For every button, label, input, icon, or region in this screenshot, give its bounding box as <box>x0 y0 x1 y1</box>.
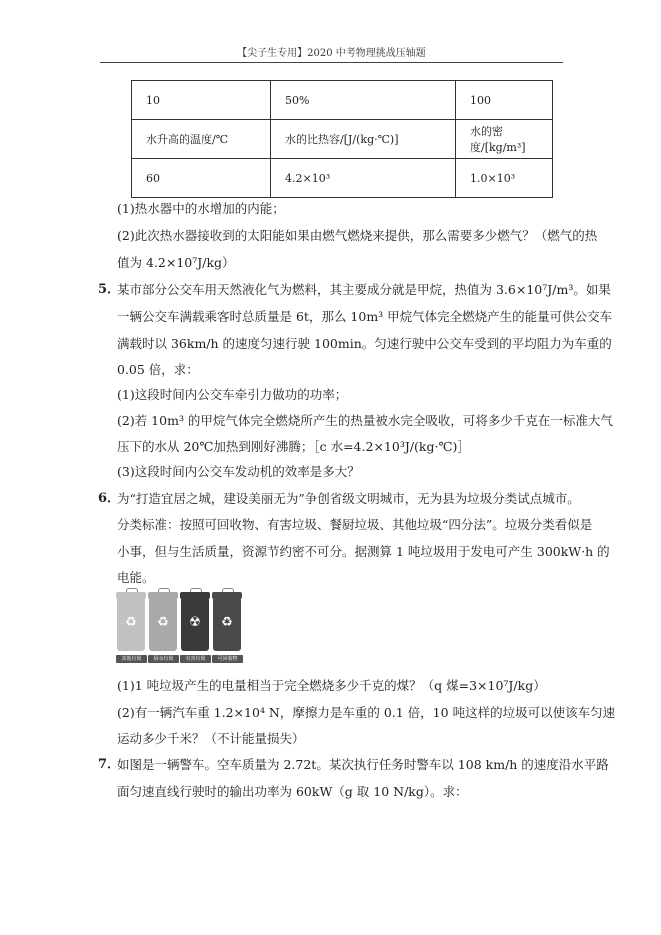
radiation-icon: ☢ <box>189 615 201 630</box>
q5-line3: 满载时以 36km/h 的速度匀速行驶 100min。匀速行驶中公交车受到的平均阻力为车重的 <box>117 336 612 351</box>
bin-label: 有害垃圾 <box>180 655 211 663</box>
bin-label: 其他垃圾 <box>116 655 147 663</box>
q5-line1: 某市部分公交车用天然液化气为燃料，其主要成分就是甲烷，热值为 3.6×10⁷J/m³。如果 <box>117 282 611 297</box>
trash-bin-other <box>117 597 145 651</box>
q5-number: 5． <box>98 282 121 297</box>
q6-line3: 小事，但与生活质量，资源节约密不可分。据测算 1 吨垃圾用于发电可产生 300kW·h 的 <box>117 544 610 559</box>
table-cell: 水的密度/[kg/m³] <box>456 120 553 159</box>
q4-part2-line1: (2)此次热水器接收到的太阳能如果由燃气燃烧来提供，那么需要多少燃气？（燃气的热 <box>117 228 598 243</box>
table-cell: 100 <box>456 81 553 120</box>
recycle-icon: ♻ <box>157 615 169 630</box>
table-row <box>132 120 553 159</box>
bin-lid <box>212 592 242 599</box>
table-cell: 水的比热容/[J/(kg·℃)] <box>271 120 456 159</box>
q6-line2: 分类标准：按照可回收物、有害垃圾、餐厨垃圾、其他垃圾“四分法”。垃圾分类看似是 <box>117 517 593 532</box>
q6-part2-line2: 运动多少千米？（不计能量损失） <box>117 731 305 746</box>
q6-line1: 为“打造宜居之城，建设美丽无为”争创省级文明城市，无为县为垃圾分类试点城市。 <box>117 491 580 506</box>
q5-part1: (1)这段时间内公交车牵引力做功的功率； <box>117 387 348 402</box>
table-cell: 4.2×10³ <box>271 159 456 198</box>
q7-line1: 如图是一辆警车。空车质量为 2.72t。某次执行任务时警车以 108 km/h 的速度沿水平路 <box>117 757 609 772</box>
table-cell: 50% <box>271 81 456 120</box>
table-cell: 60 <box>132 159 271 198</box>
q6-part1: (1)1 吨垃圾产生的电量相当于完全燃烧多少千克的煤？（q 煤=3×10⁷J/kg） <box>117 678 546 693</box>
q7-line2: 面匀速直线行驶时的输出功率为 60kW（g 取 10 N/kg）。求： <box>117 784 468 799</box>
recycle-icon: ♻ <box>221 615 233 630</box>
q5-line2: 一辆公交车满载乘客时总质量是 6t，那么 10m³ 甲烷气体完全燃烧产生的能量可供公交车 <box>117 309 613 324</box>
bin-lid <box>116 592 146 599</box>
table-row <box>132 159 553 198</box>
q4-part2-line2: 值为 4.2×10⁷J/kg） <box>117 255 235 270</box>
trash-bins-image <box>114 589 247 665</box>
trash-bin-hazardous <box>181 597 209 651</box>
trash-bin-recyclable <box>213 597 241 651</box>
trash-bin-kitchen <box>149 597 177 651</box>
q6-number: 6． <box>98 491 121 506</box>
bin-lid <box>180 592 210 599</box>
q5-part2-line2: 压下的水从 20℃加热到刚好沸腾；［c 水=4.2×10³J/(kg·℃)］ <box>117 439 470 454</box>
table-cell: 1.0×10³ <box>456 159 553 198</box>
bin-label: 厨余垃圾 <box>148 655 179 663</box>
table-cell: 水升高的温度/℃ <box>132 120 271 159</box>
table-cell: 10 <box>132 81 271 120</box>
q4-part1: (1)热水器中的水增加的内能； <box>117 201 285 216</box>
q5-part2-line1: (2)若 10m³ 的甲烷气体完全燃烧所产生的热量被水完全吸收，可将多少千克在一标准大气 <box>117 413 613 428</box>
bin-lid <box>148 592 178 599</box>
q6-part2-line1: (2)有一辆汽车重 1.2×10⁴ N，摩擦力是车重的 0.1 倍，10 吨这样的垃圾可以使该车匀速 <box>117 705 616 720</box>
q5-part3: (3)这段时间内公交车发动机的效率是多大？ <box>117 464 360 479</box>
data-table <box>131 80 553 198</box>
page-header: 【尖子生专用】2020 中考物理挑战压轴题 <box>237 48 426 59</box>
bin-label: 可回收物 <box>212 655 243 663</box>
q5-line4: 0.05 倍，求： <box>117 362 199 377</box>
table-row <box>132 81 553 120</box>
q7-number: 7． <box>98 757 121 772</box>
header-rule <box>100 62 563 63</box>
recycle-icon: ♻ <box>125 615 137 630</box>
q6-line4: 电能。 <box>117 570 155 585</box>
